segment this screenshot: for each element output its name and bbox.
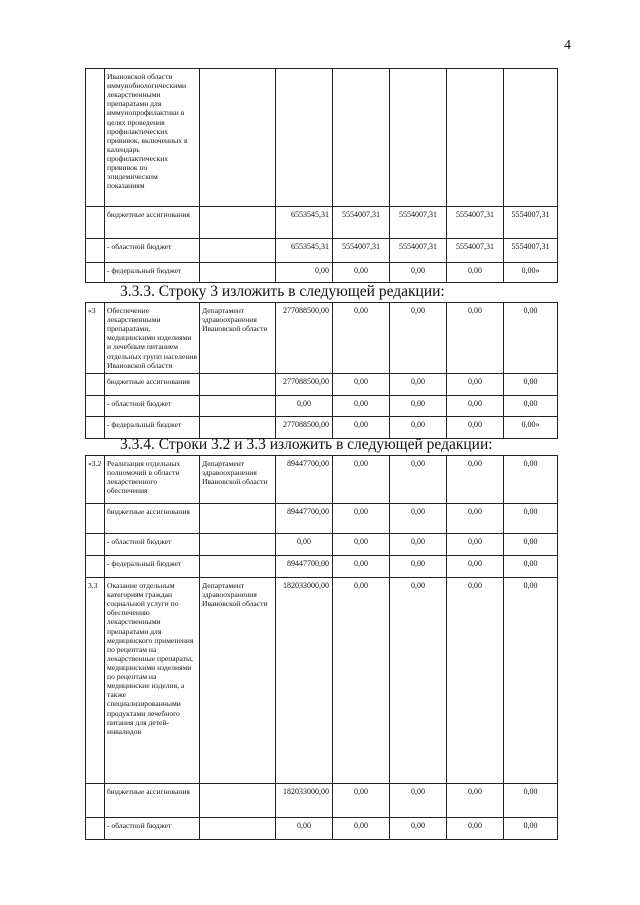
row-name: Обеспечение лекарственными препаратами, медицинскими изделиями и лечебным питанием отдельных групп населения Ивановской области — [105, 303, 200, 374]
row-department — [200, 395, 276, 416]
value-cell: 0,00 — [333, 784, 390, 818]
value-cell: 0,00 — [504, 456, 558, 504]
value-cell: 0,00 — [390, 395, 447, 416]
value-cell: 0,00 — [447, 784, 504, 818]
table-row — [86, 556, 558, 578]
row-number — [86, 784, 105, 818]
section-heading-3-3-3: 3.3.3. Строку 3 изложить в следующей редакции: — [120, 283, 445, 300]
value-cell: 0,00 — [447, 263, 504, 283]
row-name: - федеральный бюджет — [105, 416, 200, 438]
value-cell — [276, 69, 333, 207]
section-heading-3-3-4: 3.3.4. Строки 3.2 и 3.3 изложить в следующей редакции: — [120, 436, 493, 453]
value-cell: 0,00» — [504, 263, 558, 283]
value-cell: 0,00 — [390, 556, 447, 578]
value-cell: 0,00 — [333, 818, 390, 840]
table-row — [86, 303, 558, 374]
value-cell: 0,00 — [447, 373, 504, 395]
value-cell: 0,00 — [447, 556, 504, 578]
value-cell: 0,00 — [504, 534, 558, 556]
row-number: 3.3 — [86, 578, 105, 784]
table-row — [86, 207, 558, 239]
row-department — [200, 818, 276, 840]
row-department: Департамент здравоохранения Ивановской области — [200, 303, 276, 374]
value-cell — [504, 69, 558, 207]
value-cell: 0,00 — [333, 456, 390, 504]
table-row — [86, 784, 558, 818]
value-cell: 6553545,31 — [276, 207, 333, 239]
row-number — [86, 416, 105, 438]
value-cell: 0,00 — [333, 416, 390, 438]
value-cell: 0,00 — [333, 263, 390, 283]
value-cell: 277088500,00 — [276, 303, 333, 374]
value-cell: 0,00 — [276, 395, 333, 416]
value-cell: 0,00 — [333, 578, 390, 784]
value-cell: 0,00» — [504, 416, 558, 438]
row-name: бюджетные ассигнования — [105, 784, 200, 818]
value-cell: 5554007,31 — [390, 207, 447, 239]
row-department — [200, 784, 276, 818]
table-row — [86, 239, 558, 263]
row-name: бюджетные ассигнования — [105, 504, 200, 534]
row-number — [86, 69, 105, 207]
value-cell: 0,00 — [390, 818, 447, 840]
value-cell: 0,00 — [333, 534, 390, 556]
row-name: бюджетные ассигнования — [105, 207, 200, 239]
table-row — [86, 416, 558, 438]
table-row — [86, 504, 558, 534]
value-cell: 0,00 — [276, 263, 333, 283]
table-continuation — [85, 68, 558, 283]
value-cell: 0,00 — [276, 818, 333, 840]
row-number — [86, 239, 105, 263]
value-cell: 89447700,00 — [276, 556, 333, 578]
table-row — [86, 578, 558, 784]
value-cell: 0,00 — [390, 263, 447, 283]
value-cell — [333, 69, 390, 207]
value-cell: 0,00 — [447, 395, 504, 416]
value-cell: 89447700,00 — [276, 456, 333, 504]
value-cell: 0,00 — [504, 556, 558, 578]
row-department — [200, 416, 276, 438]
page-number: 4 — [564, 38, 571, 53]
row-name: - областной бюджет — [105, 534, 200, 556]
table-row — [86, 263, 558, 283]
value-cell: 0,00 — [390, 456, 447, 504]
value-cell: 277088500,00 — [276, 373, 333, 395]
value-cell: 0,00 — [504, 373, 558, 395]
row-department — [200, 373, 276, 395]
value-cell: 0,00 — [504, 818, 558, 840]
row-number — [86, 504, 105, 534]
row-department — [200, 207, 276, 239]
value-cell: 0,00 — [333, 373, 390, 395]
row-name: - областной бюджет — [105, 818, 200, 840]
value-cell: 0,00 — [276, 534, 333, 556]
row-department — [200, 534, 276, 556]
value-cell: 5554007,31 — [333, 207, 390, 239]
row-name: - федеральный бюджет — [105, 263, 200, 283]
row-name: Ивановской области иммунобиологическими лекарственными препаратами для иммунопрофилактики в целях проведения профилактических прививок, включенных в календарь профилактических прививок по эпидемическим показаниям — [105, 69, 200, 207]
value-cell: 0,00 — [333, 504, 390, 534]
row-department — [200, 239, 276, 263]
table-row — [86, 395, 558, 416]
value-cell: 5554007,31 — [447, 207, 504, 239]
row-department — [200, 556, 276, 578]
value-cell: 0,00 — [447, 416, 504, 438]
table-row — [86, 818, 558, 840]
row-number — [86, 263, 105, 283]
value-cell: 0,00 — [447, 504, 504, 534]
value-cell: 5554007,31 — [447, 239, 504, 263]
value-cell: 0,00 — [333, 395, 390, 416]
row-department — [200, 504, 276, 534]
value-cell: 5554007,31 — [390, 239, 447, 263]
row-name: - федеральный бюджет — [105, 556, 200, 578]
value-cell — [447, 69, 504, 207]
value-cell: 0,00 — [504, 395, 558, 416]
row-number — [86, 373, 105, 395]
value-cell: 5554007,31 — [333, 239, 390, 263]
value-cell: 6553545,31 — [276, 239, 333, 263]
value-cell — [390, 69, 447, 207]
row-name: - областной бюджет — [105, 239, 200, 263]
value-cell: 0,00 — [390, 373, 447, 395]
row-name: - областной бюджет — [105, 395, 200, 416]
value-cell: 0,00 — [333, 556, 390, 578]
value-cell: 0,00 — [504, 303, 558, 374]
value-cell: 0,00 — [447, 456, 504, 504]
row-name: Оказание отдельным категориям граждан социальной услуги по обеспечению лекарственными препаратами для медицинского применения по рецептам на лекарственные препараты, медицинскими изделиями по рецептам на медицинские изделия, а также специализированными продуктами лечебного питания для детей-инвалидов — [105, 578, 200, 784]
table-row — [86, 456, 558, 504]
value-cell: 0,00 — [390, 416, 447, 438]
row-number: «3 — [86, 303, 105, 374]
row-name: Реализация отдельных полномочий в области лекарственного обеспечения — [105, 456, 200, 504]
value-cell: 0,00 — [390, 504, 447, 534]
value-cell: 0,00 — [390, 534, 447, 556]
value-cell: 5554007,31 — [504, 239, 558, 263]
row-department: Департамент здравоохранения Ивановской области — [200, 456, 276, 504]
row-number: «3.2 — [86, 456, 105, 504]
value-cell: 0,00 — [504, 578, 558, 784]
value-cell: 0,00 — [333, 303, 390, 374]
value-cell: 0,00 — [390, 578, 447, 784]
row-department — [200, 69, 276, 207]
row-name: бюджетные ассигнования — [105, 373, 200, 395]
value-cell: 0,00 — [447, 534, 504, 556]
table-row-3 — [85, 302, 558, 439]
table-rows-3-2-3-3 — [85, 455, 558, 840]
value-cell: 5554007,31 — [504, 207, 558, 239]
row-number — [86, 818, 105, 840]
value-cell: 89447700,00 — [276, 504, 333, 534]
table-row — [86, 69, 558, 207]
row-number — [86, 534, 105, 556]
value-cell: 277088500,00 — [276, 416, 333, 438]
table-row — [86, 534, 558, 556]
value-cell: 0,00 — [390, 784, 447, 818]
row-number — [86, 395, 105, 416]
value-cell: 0,00 — [447, 818, 504, 840]
row-number — [86, 556, 105, 578]
value-cell: 0,00 — [390, 303, 447, 374]
value-cell: 0,00 — [504, 784, 558, 818]
value-cell: 182033000,00 — [276, 578, 333, 784]
value-cell: 182033000,00 — [276, 784, 333, 818]
row-department: Департамент здравоохранения Ивановской области — [200, 578, 276, 784]
row-number — [86, 207, 105, 239]
value-cell: 0,00 — [447, 578, 504, 784]
row-department — [200, 263, 276, 283]
table-row — [86, 373, 558, 395]
value-cell: 0,00 — [504, 504, 558, 534]
value-cell: 0,00 — [447, 303, 504, 374]
